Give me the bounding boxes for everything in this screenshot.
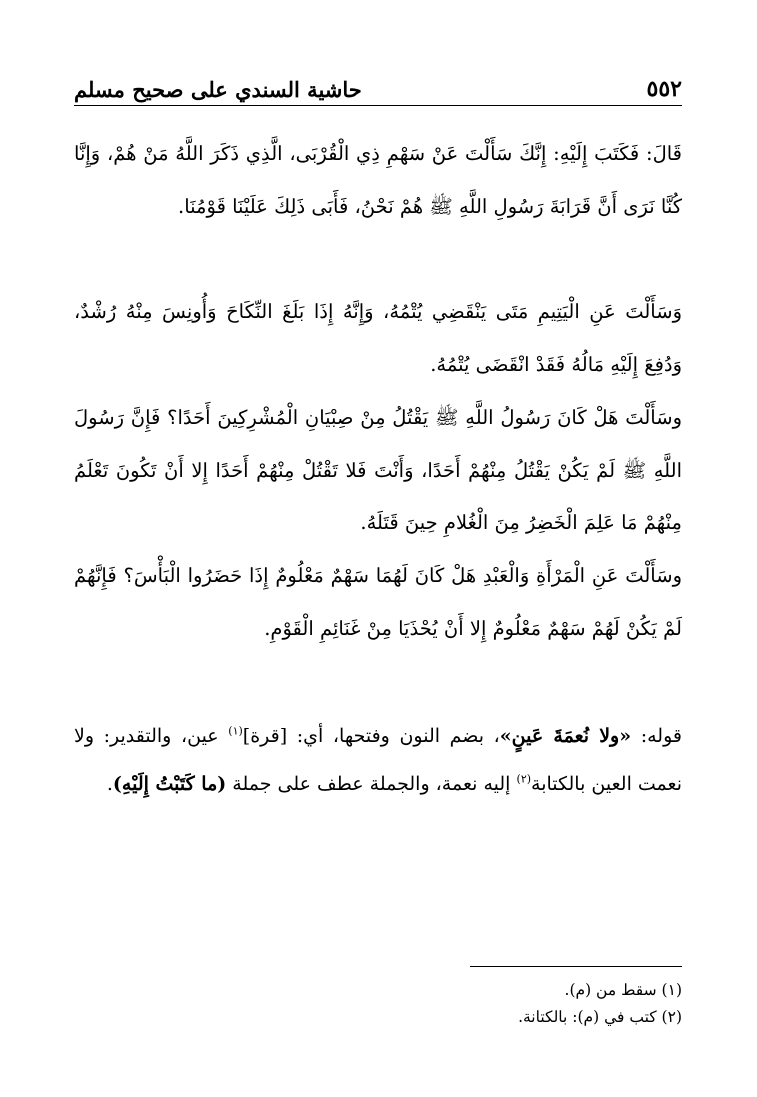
commentary-intro: قوله: [631,725,682,747]
commentary-quote-2: (ما كَتَبْتُ إِلَيْهِ) [112,773,227,795]
commentary-quote-1: «ولا نُعمَةَ عَينٍ» [499,725,632,747]
commentary-text-1: ، بضم النون وفتحها، أي: [قرة] [242,725,500,747]
commentary-text-3: إليه نعمة، والجملة عطف على جملة [226,773,517,795]
hadith-paragraph-3: وسَأَلْتَ هَلْ كَانَ رَسُولُ اللَّهِ ﷺ يَقْتُلُ مِنْ صِبْيَانِ الْمُشْرِكِينَ أَحَدًا؟ فَإِنَّ رَسُولَ اللَّهِ ﷺ لَمْ يَكُنْ يَقْتُلُ مِنْهُمْ أَحَدًا، وَأَنْتَ فَلا تَقْتُلْ مِنْهُمْ أَحَدًا إِلا أَنْ تَكُونَ تَعْلَمُ مِنْهُمْ مَا عَلِمَ الْخَضِرُ مِنَ الْغُلامِ حِينَ قَتَلَهُ. [74,406,682,534]
commentary-text-4: . [106,773,113,795]
footnotes [74,977,682,1031]
page-header [74,62,682,102]
footnote-ref-1: (١) [228,724,243,738]
header-rule [74,105,682,106]
page-number: ٥٥٢ [646,76,682,102]
footnote-ref-2: (٢) [516,772,532,786]
hadith-paragraph-2: وَسَأَلْتَ عَنِ الْيَتِيمِ مَتَى يَنْقَضِي يُتْمُهُ، وَإِنَّهُ إِذَا بَلَغَ النِّكَاحَ وَأُونِسَ مِنْهُ رُشْدٌ، وَدُفِعَ إِلَيْهِ مَالُهُ فَقَدْ انْقَضَى يُتْمُهُ. [74,300,682,376]
footnote-1: (١) سقط من (م). [564,981,682,999]
footnote-rule [470,966,682,967]
footnote-2: (٢) كتب في (م): بالكتانة. [518,1008,682,1026]
running-title: حاشية السندي على صحيح مسلم [74,77,362,102]
hadith-paragraph-4: وسَأَلْتَ عَنِ الْمَرْأَةِ وَالْعَبْدِ هَلْ كَانَ لَهُمَا سَهْمٌ مَعْلُومٌ إِذَا حَضَرُوا الْبَأْسَ؟ فَإِنَّهُمْ لَمْ يَكُنْ لَهُمْ سَهْمٌ مَعْلُومٌ إِلا أَنْ يُحْذَيَا مِنْ غَنَائِمِ الْقَوْمِ. [74,564,682,640]
commentary-text-2: عين، والتقدير: ولا نعمت العين بالكتابة [74,725,682,795]
hadith-paragraph-1: قَالَ: فَكَتَبَ إِلَيْهِ: إِنَّكَ سَأَلْتَ عَنْ سَهْمِ ذِي الْقُرْبَى، الَّذِي ذَكَرَ اللَّهُ مَنْ هُمْ، وَإِنَّا كُنَّا نَرَى أَنَّ قَرَابَةَ رَسُولِ اللَّهِ ﷺ هُمْ نَحْنُ، فَأَبَى ذَلِكَ عَلَيْنَا قَوْمُنَا. [74,142,682,218]
commentary-paragraph [74,712,682,808]
